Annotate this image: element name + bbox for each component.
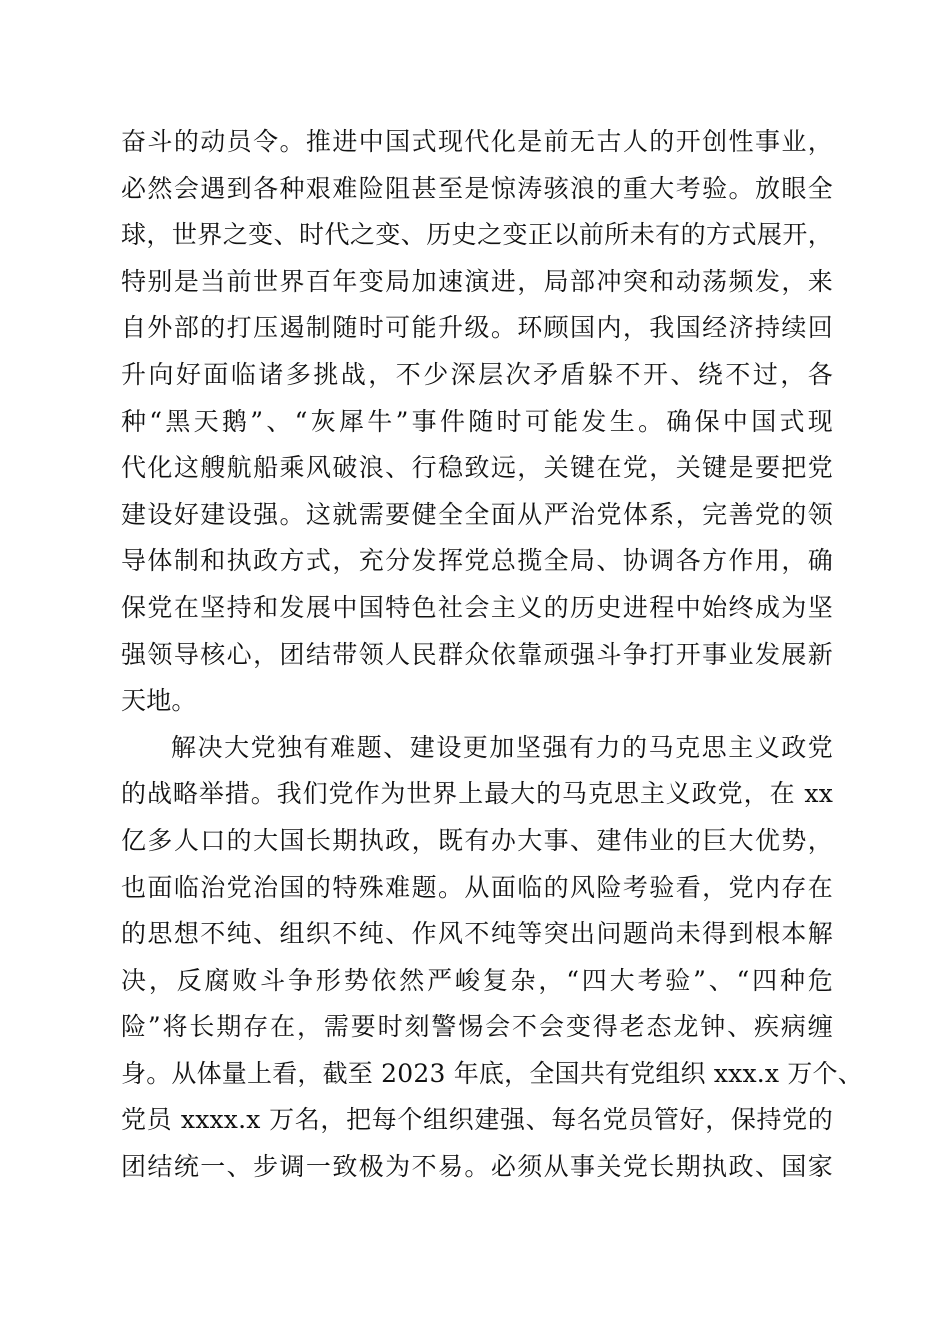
text-line: 保党在坚持和发展中国特色社会主义的历史进程中始终成为坚 [121, 592, 833, 622]
text-line: 的思想不纯、组织不纯、作风不纯等突出问题尚未得到根本解 [121, 919, 833, 949]
text-line: 党员 xxxx.x 万名，把每个组织建强、每名党员管好，保持党的 [121, 1105, 833, 1135]
text-line: 自外部的打压遏制随时可能升级。环顾国内，我国经济持续回 [121, 313, 833, 343]
text-line: 建设好建设强。这就需要健全全面从严治党体系，完善党的领 [121, 499, 833, 529]
text-line: 强领导核心，团结带领人民群众依靠顽强斗争打开事业发展新 [121, 639, 833, 669]
text-line: 必然会遇到各种艰难险阻甚至是惊涛骇浪的重大考验。放眼全 [121, 173, 833, 203]
text-line: 天地。 [121, 686, 197, 716]
paragraph-2 [121, 725, 863, 1191]
text-line: 奋斗的动员令。推进中国式现代化是前无古人的开创性事业， [121, 127, 833, 156]
text-line: 升向好面临诸多挑战，不少深层次矛盾躲不开、绕不过，各 [121, 359, 833, 389]
text-line: 解决大党独有难题、建设更加坚强有力的马克思主义政党 [171, 732, 833, 762]
text-line: 团结统一、步调一致极为不易。必须从事关党长期执政、国家 [121, 1152, 833, 1182]
text-line: 亿多人口的大国长期执政，既有办大事、建伟业的巨大优势， [121, 825, 833, 855]
document-body [121, 119, 863, 1191]
text-line: 代化这艘航船乘风破浪、行稳致远，关键在党，关键是要把党 [121, 453, 833, 483]
text-line: 的战略举措。我们党作为世界上最大的马克思主义政党，在 xx [121, 779, 833, 809]
text-line: 身。从体量上看，截至 2023 年底，全国共有党组织 xxx.x 万个、 [121, 1058, 863, 1088]
text-line: 决，反腐败斗争形势依然严峻复杂，“四大考验”、“四种危 [121, 965, 833, 995]
text-line: 导体制和执政方式，充分发挥党总揽全局、协调各方作用，确 [121, 546, 833, 576]
text-line: 种“黑天鹅”、“灰犀牛”事件随时可能发生。确保中国式现 [121, 406, 833, 436]
text-line: 球，世界之变、时代之变、历史之变正以前所未有的方式展开， [121, 220, 833, 250]
text-line: 也面临治党治国的特殊难题。从面临的风险考验看，党内存在 [121, 872, 833, 902]
text-line: 特别是当前世界百年变局加速演进，局部冲突和动荡频发，来 [121, 266, 833, 296]
text-line: 险”将长期存在，需要时刻警惕会不会变得老态龙钟、疾病缠 [121, 1012, 833, 1042]
paragraph-1 [121, 119, 833, 725]
